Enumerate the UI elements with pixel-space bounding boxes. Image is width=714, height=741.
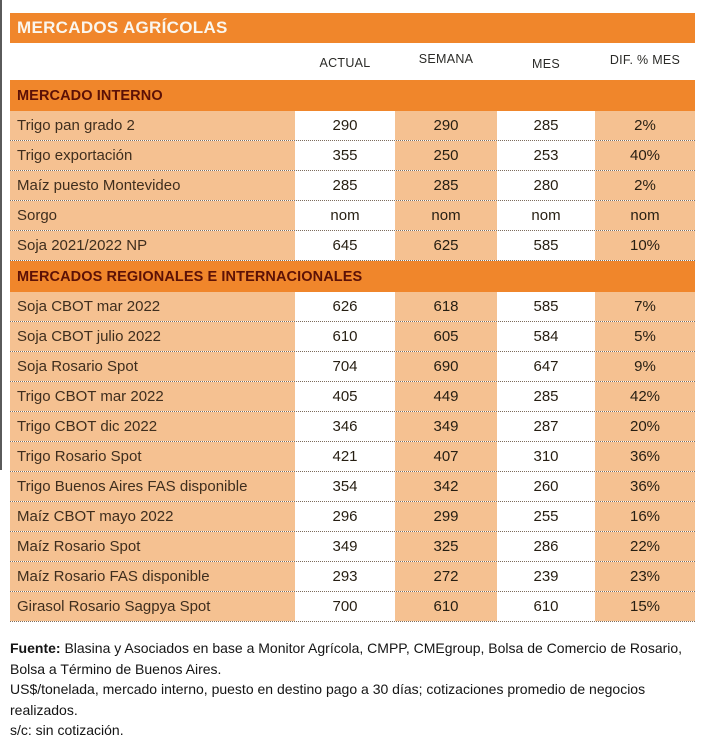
footer-source-line [10, 638, 702, 659]
mes-value-cell: 253 [497, 141, 595, 170]
mes-value-cell: 286 [497, 532, 595, 561]
actual-value-cell: 700 [295, 592, 395, 621]
actual-value-cell: 610 [295, 322, 395, 351]
mercados-agricolas-table [10, 13, 695, 741]
section-header-label: MERCADOS REGIONALES E INTERNACIONALES [17, 268, 363, 285]
semana-value-cell: 605 [395, 322, 497, 351]
dif-value-cell: 36% [595, 442, 695, 471]
table-row [10, 171, 695, 201]
actual-value-cell: 645 [295, 231, 395, 260]
table-row [10, 412, 695, 442]
actual-value-cell: 293 [295, 562, 395, 591]
section-rows-mercado-interno [10, 111, 695, 261]
section-header-mercados-regionales [10, 261, 695, 292]
row-label-cell: Maíz Rosario FAS disponible [10, 562, 295, 591]
mes-value-cell: 584 [497, 322, 595, 351]
dif-value-cell: 5% [595, 322, 695, 351]
column-header-mes: MES [532, 57, 560, 71]
semana-value-cell: nom [395, 201, 497, 230]
footer-source-label: Fuente: [10, 640, 61, 656]
table-row [10, 322, 695, 352]
table-row [10, 472, 695, 502]
actual-value-cell: 285 [295, 171, 395, 200]
mes-value-cell: 255 [497, 502, 595, 531]
row-label-cell: Sorgo [10, 201, 295, 230]
row-label-cell: Soja 2021/2022 NP [10, 231, 295, 260]
dif-value-cell: 16% [595, 502, 695, 531]
row-label-cell: Soja CBOT julio 2022 [10, 322, 295, 351]
table-row [10, 592, 695, 622]
footer-notes [10, 638, 702, 741]
mes-value-cell: nom [497, 201, 595, 230]
chart-title: MERCADOS AGRÍCOLAS [17, 18, 228, 37]
table-row [10, 442, 695, 472]
semana-value-cell: 342 [395, 472, 497, 501]
table-row [10, 201, 695, 231]
row-label-cell: Trigo Buenos Aires FAS disponible [10, 472, 295, 501]
semana-value-cell: 690 [395, 352, 497, 381]
footer-sc-note: s/c: sin cotización. [10, 722, 124, 738]
dif-value-cell: 42% [595, 382, 695, 411]
semana-value-cell: 272 [395, 562, 497, 591]
chart-title-bar [10, 13, 695, 43]
column-header-actual: ACTUAL [319, 56, 371, 70]
semana-value-cell: 618 [395, 292, 497, 321]
column-header-row [10, 43, 695, 80]
table-row [10, 292, 695, 322]
actual-value-cell: 405 [295, 382, 395, 411]
dif-value-cell: 40% [595, 141, 695, 170]
section-rows-mercados-regionales [10, 292, 695, 622]
mes-value-cell: 310 [497, 442, 595, 471]
semana-value-cell: 625 [395, 231, 497, 260]
dif-value-cell: 2% [595, 171, 695, 200]
section-header-mercado-interno [10, 80, 695, 111]
mes-value-cell: 280 [497, 171, 595, 200]
row-label-cell: Soja Rosario Spot [10, 352, 295, 381]
column-header-dif-mes: DIF. % MES [609, 53, 681, 67]
semana-value-cell: 290 [395, 111, 497, 140]
row-label-cell: Trigo CBOT dic 2022 [10, 412, 295, 441]
semana-value-cell: 285 [395, 171, 497, 200]
actual-value-cell: 296 [295, 502, 395, 531]
semana-value-cell: 449 [395, 382, 497, 411]
actual-value-cell: 290 [295, 111, 395, 140]
dif-value-cell: 36% [595, 472, 695, 501]
table-row [10, 532, 695, 562]
dif-value-cell: 15% [595, 592, 695, 621]
left-edge-line [0, 0, 2, 470]
mes-value-cell: 287 [497, 412, 595, 441]
actual-value-cell: 626 [295, 292, 395, 321]
row-label-cell: Maíz puesto Montevideo [10, 171, 295, 200]
actual-value-cell: 421 [295, 442, 395, 471]
dif-value-cell: nom [595, 201, 695, 230]
row-label-cell: Soja CBOT mar 2022 [10, 292, 295, 321]
column-header-semana: SEMANA [418, 52, 474, 66]
mes-value-cell: 260 [497, 472, 595, 501]
row-label-cell: Trigo CBOT mar 2022 [10, 382, 295, 411]
table-row [10, 231, 695, 261]
table-row [10, 111, 695, 141]
section-header-label: MERCADO INTERNO [17, 87, 163, 104]
row-label-cell: Maíz Rosario Spot [10, 532, 295, 561]
table-row [10, 502, 695, 532]
dif-value-cell: 7% [595, 292, 695, 321]
table-row [10, 141, 695, 171]
row-label-cell: Trigo Rosario Spot [10, 442, 295, 471]
semana-value-cell: 325 [395, 532, 497, 561]
semana-value-cell: 299 [395, 502, 497, 531]
row-label-cell: Trigo exportación [10, 141, 295, 170]
mes-value-cell: 610 [497, 592, 595, 621]
actual-value-cell: 349 [295, 532, 395, 561]
footer-units-note: US$/tonelada, mercado interno, puesto en destino pago a 30 días; cotizaciones promedio de negocios realizados. [10, 681, 646, 718]
dif-value-cell: 10% [595, 231, 695, 260]
semana-value-cell: 610 [395, 592, 497, 621]
semana-value-cell: 250 [395, 141, 497, 170]
dif-value-cell: 22% [595, 532, 695, 561]
actual-value-cell: 704 [295, 352, 395, 381]
semana-value-cell: 407 [395, 442, 497, 471]
mes-value-cell: 647 [497, 352, 595, 381]
footer-source-text: Blasina y Asociados en base a Monitor Agrícola, CMPP, CMEgroup, Bolsa de Comercio de Rosario, [60, 640, 683, 656]
row-label-cell: Girasol Rosario Sagpya Spot [10, 592, 295, 621]
table-row [10, 352, 695, 382]
actual-value-cell: 355 [295, 141, 395, 170]
actual-value-cell: 354 [295, 472, 395, 501]
mes-value-cell: 285 [497, 111, 595, 140]
mes-value-cell: 585 [497, 231, 595, 260]
mes-value-cell: 285 [497, 382, 595, 411]
dif-value-cell: 23% [595, 562, 695, 591]
row-label-cell: Maíz CBOT mayo 2022 [10, 502, 295, 531]
table-row [10, 562, 695, 592]
table-row [10, 382, 695, 412]
dif-value-cell: 2% [595, 111, 695, 140]
mes-value-cell: 239 [497, 562, 595, 591]
semana-value-cell: 349 [395, 412, 497, 441]
footer-source-line-2: Bolsa a Término de Buenos Aires. [10, 660, 222, 677]
dif-value-cell: 20% [595, 412, 695, 441]
row-label-cell: Trigo pan grado 2 [10, 111, 295, 140]
dif-value-cell: 9% [595, 352, 695, 381]
actual-value-cell: nom [295, 201, 395, 230]
actual-value-cell: 346 [295, 412, 395, 441]
mes-value-cell: 585 [497, 292, 595, 321]
